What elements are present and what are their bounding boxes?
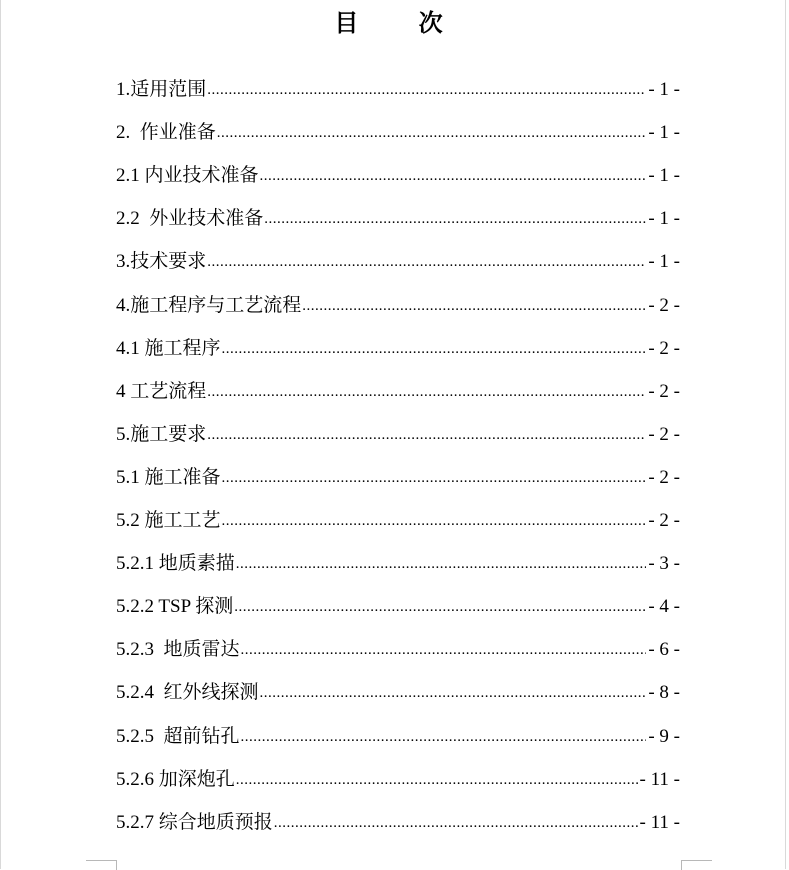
toc-leader-dots xyxy=(234,596,646,618)
toc-leader-dots xyxy=(222,338,647,360)
toc-leader-dots xyxy=(260,165,647,187)
toc-page-number: - 2 - xyxy=(648,294,680,316)
toc-page-number: - 1 - xyxy=(648,208,680,230)
toc-leader-dots xyxy=(274,812,638,834)
toc-entry-label: 5.2.3 地质雷达 xyxy=(116,639,240,661)
toc-entry-label: 2.1 内业技术准备 xyxy=(116,165,259,187)
page-left-edge xyxy=(0,0,1,869)
toc-leader-dots xyxy=(302,295,646,317)
toc-page-number: - 2 - xyxy=(648,337,680,359)
toc-page-number: - 2 - xyxy=(648,466,680,488)
toc-leader-dots xyxy=(260,682,647,704)
toc-entry-label: 2. 作业准备 xyxy=(116,122,216,144)
toc-entry[interactable] xyxy=(116,704,680,747)
toc-entry[interactable] xyxy=(116,446,680,489)
toc-entry-label: 1.适用范围 xyxy=(116,79,207,101)
toc-leader-dots xyxy=(264,208,646,230)
toc-page-number: - 2 - xyxy=(648,423,680,445)
table-of-contents xyxy=(116,58,680,834)
toc-entry-label: 5.2.6 加深炮孔 xyxy=(116,768,235,790)
toc-page-number: - 1 - xyxy=(648,122,680,144)
toc-entry-label: 5.2.7 综合地质预报 xyxy=(116,811,273,833)
toc-entry-label: 4 工艺流程 xyxy=(116,380,207,402)
toc-entry[interactable] xyxy=(116,489,680,532)
toc-page-number: - 11 - xyxy=(639,811,680,833)
toc-leader-dots xyxy=(217,122,647,144)
toc-page-number: - 4 - xyxy=(648,596,680,618)
toc-entry[interactable] xyxy=(116,230,680,273)
toc-entry-label: 3.技术要求 xyxy=(116,251,207,273)
toc-leader-dots xyxy=(236,769,638,791)
toc-entry-label: 4.施工程序与工艺流程 xyxy=(116,294,302,316)
toc-entry-label: 5.2.4 红外线探测 xyxy=(116,682,259,704)
toc-entry-label: 5.2 施工工艺 xyxy=(116,510,221,532)
toc-entry[interactable] xyxy=(116,748,680,791)
toc-entry-label: 4.1 施工程序 xyxy=(116,337,221,359)
toc-entry[interactable] xyxy=(116,187,680,230)
toc-leader-dots xyxy=(241,726,647,748)
page-right-edge xyxy=(785,0,786,869)
toc-entry-label: 5.2.5 超前钻孔 xyxy=(116,725,240,747)
toc-entry[interactable] xyxy=(116,403,680,446)
toc-leader-dots xyxy=(241,639,647,661)
toc-entry[interactable] xyxy=(116,58,680,101)
toc-page-number: - 1 - xyxy=(648,79,680,101)
toc-entry[interactable] xyxy=(116,360,680,403)
toc-leader-dots xyxy=(236,553,647,575)
toc-entry[interactable] xyxy=(116,144,680,187)
toc-entry[interactable] xyxy=(116,317,680,360)
toc-page-number: - 2 - xyxy=(648,510,680,532)
toc-entry-label: 5.2.2 TSP 探测 xyxy=(116,596,234,618)
toc-page-number: - 6 - xyxy=(648,639,680,661)
toc-entry-label: 5.1 施工准备 xyxy=(116,466,221,488)
toc-page-number: - 1 - xyxy=(648,165,680,187)
toc-leader-dots xyxy=(222,467,647,489)
toc-page-number: - 9 - xyxy=(648,725,680,747)
toc-entry[interactable] xyxy=(116,273,680,316)
toc-entry[interactable] xyxy=(116,618,680,661)
toc-entry[interactable] xyxy=(116,575,680,618)
toc-entry[interactable] xyxy=(116,661,680,704)
toc-page-number: - 11 - xyxy=(639,768,680,790)
toc-entry-label: 5.2.1 地质素描 xyxy=(116,553,235,575)
toc-leader-dots xyxy=(222,510,647,532)
toc-entry[interactable] xyxy=(116,791,680,834)
toc-leader-dots xyxy=(207,424,646,446)
toc-page-number: - 3 - xyxy=(648,553,680,575)
toc-leader-dots xyxy=(207,251,646,273)
toc-leader-dots xyxy=(207,79,646,101)
toc-leader-dots xyxy=(207,381,646,403)
toc-entry-label: 5.施工要求 xyxy=(116,423,207,445)
toc-page-number: - 1 - xyxy=(648,251,680,273)
toc-title: 目 次 xyxy=(334,8,469,37)
toc-entry-label: 2.2 外业技术准备 xyxy=(116,208,264,230)
toc-entry[interactable] xyxy=(116,101,680,144)
toc-page-number: - 8 - xyxy=(648,682,680,704)
toc-entry[interactable] xyxy=(116,532,680,575)
toc-page-number: - 2 - xyxy=(648,380,680,402)
